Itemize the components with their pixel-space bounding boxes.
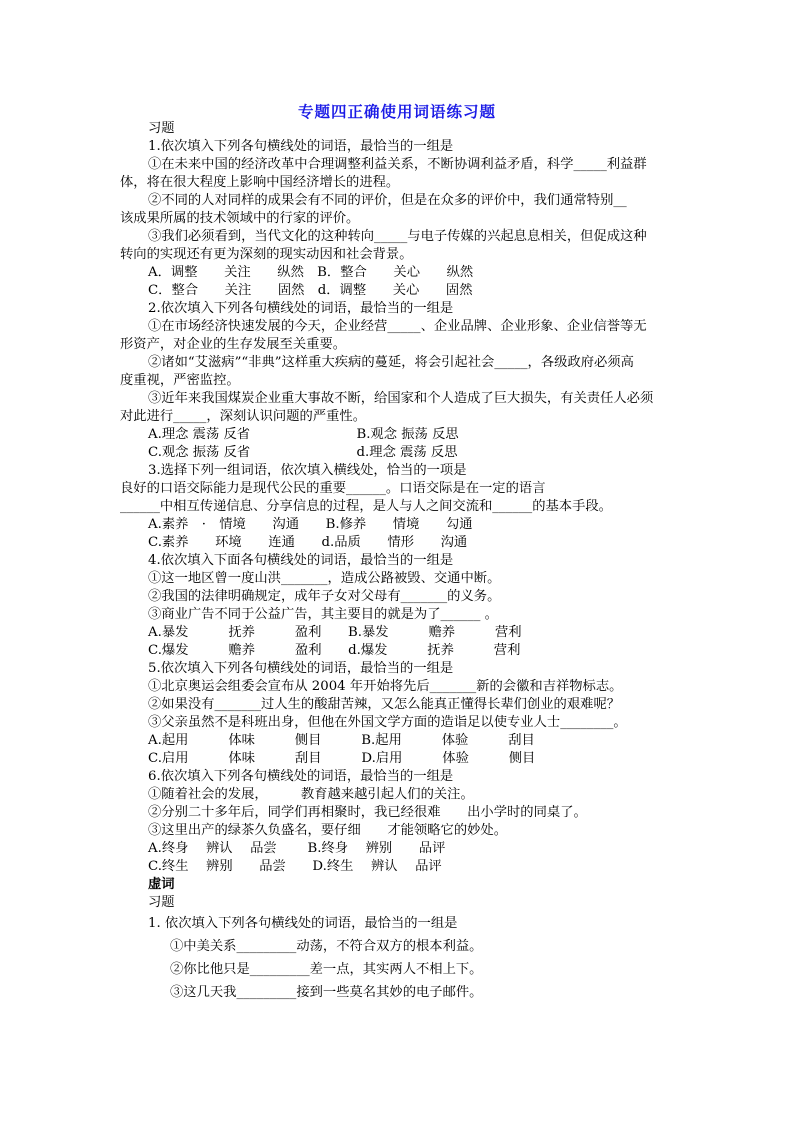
section2-item: ③这几天我_________接到一些莫名其妙的电子邮件。 [170,985,483,1000]
text-line: ①随着社会的发展， 教育越来越引起人们的关注。 [148,787,474,802]
text-line: A.起用 体味 侧目 B.起用 体验 刮目 [148,733,535,748]
text-line: C.观念 振荡 反省 d.理念 震荡 反思 [148,445,458,460]
text-line: A.理念 震荡 反省 B.观念 振荡 反思 [148,427,459,442]
text-line: 5.依次填入下列各句横线处的词语，最恰当的一组是 [148,661,454,676]
text-line: ③这里出产的绿茶久负盛名，要仔细 才能领略它的妙处。 [148,823,508,838]
text-line: ③近年来我国煤炭企业重大事故不断，给国家和个人造成了巨大损失，有关责任人必须 [148,391,654,406]
text-line: 对此进行_____，深刻认识问题的严重性。 [120,409,366,424]
text-line: 形资产，对企业的生存发展至关重要。 [120,337,347,352]
section-heading: 虚词 [148,877,175,892]
section2-item: ②你比他只是_________差一点，其实两人不相上下。 [170,962,483,977]
text-line: ①这一地区曾一度山洪_______，造成公路被毁、交通中断。 [148,571,501,586]
text-line: 该成果所属的技术领域中的行家的评价。 [120,211,360,226]
text-line: ②如果没有_______过人生的酸甜苦辣，又怎么能真正懂得长辈们创业的艰难呢？ [148,697,621,712]
text-line: ②我国的法律明确规定，成年子女对父母有_______的义务。 [148,589,501,604]
section-subheading: 习题 [148,895,175,910]
text-line: 6.依次填入下列各句横线处的词语，最恰当的一组是 [148,769,454,784]
document-body [120,120,680,1004]
text-line: ______中相互传递信息、分享信息的过程，是人与人之间交流和______的基本手段。 [120,499,612,514]
text-line: A．调整 关注 纵然 B．整合 关心 纵然 [148,265,474,280]
text-line: C.爆发 赡养 盈利 d.爆发 抚养 营利 [148,643,521,658]
text-line: 4.依次填入下面各句横线处的词语，最恰当的一组是 [148,553,454,568]
text-line: C.素养 环境 连通 d.品质 情形 沟通 [148,535,468,550]
text-line: ③我们必须看到，当代文化的这种转向_____与电子传媒的兴起息息相关，但促成这种 [148,229,647,244]
section2-block [120,912,680,1004]
text-line: ③商业广告不同于公益广告，其主要目的就是为了______ 。 [148,607,498,622]
text-line: 良好的口语交际能力是现代公民的重要______。口语交际是在一定的语言 [120,481,546,496]
text-line: 1.依次填入下列各句横线处的词语，最恰当的一组是 [148,139,454,154]
text-line: C.启用 体味 刮目 D.启用 体验 侧目 [148,751,536,766]
text-line: A.暴发 抚养 盈利 B.暴发 赡养 营利 [148,625,522,640]
text-line: 度重视，严密监控。 [120,373,240,388]
text-line: A.素养 · 情境 沟通 B.修养 情境 勾通 [148,517,473,532]
text-line: ②不同的人对同样的成果会有不同的评价，但是在众多的评价中，我们通常特别__ [148,193,627,208]
text-line: C．整合 关注 固然 d．调整 关心 固然 [148,283,473,298]
text-line: ①北京奥运会组委会宣布从 2004 年开始将先后_______新的会徽和吉祥物标志。 [148,679,623,694]
text-line: 3.选择下列一组词语，依次填入横线处，恰当的一项是 [148,463,467,478]
exercise-lines [120,120,680,876]
text-line: 体，将在很大程度上影响中国经济增长的进程。 [120,175,400,190]
text-line: A.终身 辨认 品尝 B.终身 辨别 品评 [148,841,446,856]
text-line: 习题 [148,121,175,136]
text-line: ③父亲虽然不是科班出身，但他在外国文学方面的造诣足以使专业人士________。 [148,715,627,730]
text-line: ①在市场经济快速发展的今天，企业经营_____、企业品牌、企业形象、企业信誉等无 [148,319,647,334]
text-line: C.终生 辨别 品尝 D.终生 辨认 品评 [148,859,442,874]
section2-question: 1. 依次填入下列各句横线处的词语，最恰当的一组是 [148,916,458,931]
text-line: ①在未来中国的经济改革中合理调整利益关系，不断协调利益矛盾，科学_____利益群 [148,157,647,172]
section2-item: ①中美关系_________动荡，不符合双方的根本利益。 [170,939,483,954]
document-title: 专题四正确使用词语练习题 [297,103,496,121]
text-line: ②分别二十多年后，同学们再相聚时，我已经很难 出小学时的同桌了。 [148,805,587,820]
text-line: 转向的实现还有更为深刻的现实动因和社会背景。 [120,247,413,262]
text-line: 2.依次填入下列各句横线处的词语，最恰当的一组是 [148,301,454,316]
text-line: ②诸如“艾滋病”“非典”这样重大疾病的蔓延，将会引起社会_____，各级政府必须高 [148,355,634,370]
